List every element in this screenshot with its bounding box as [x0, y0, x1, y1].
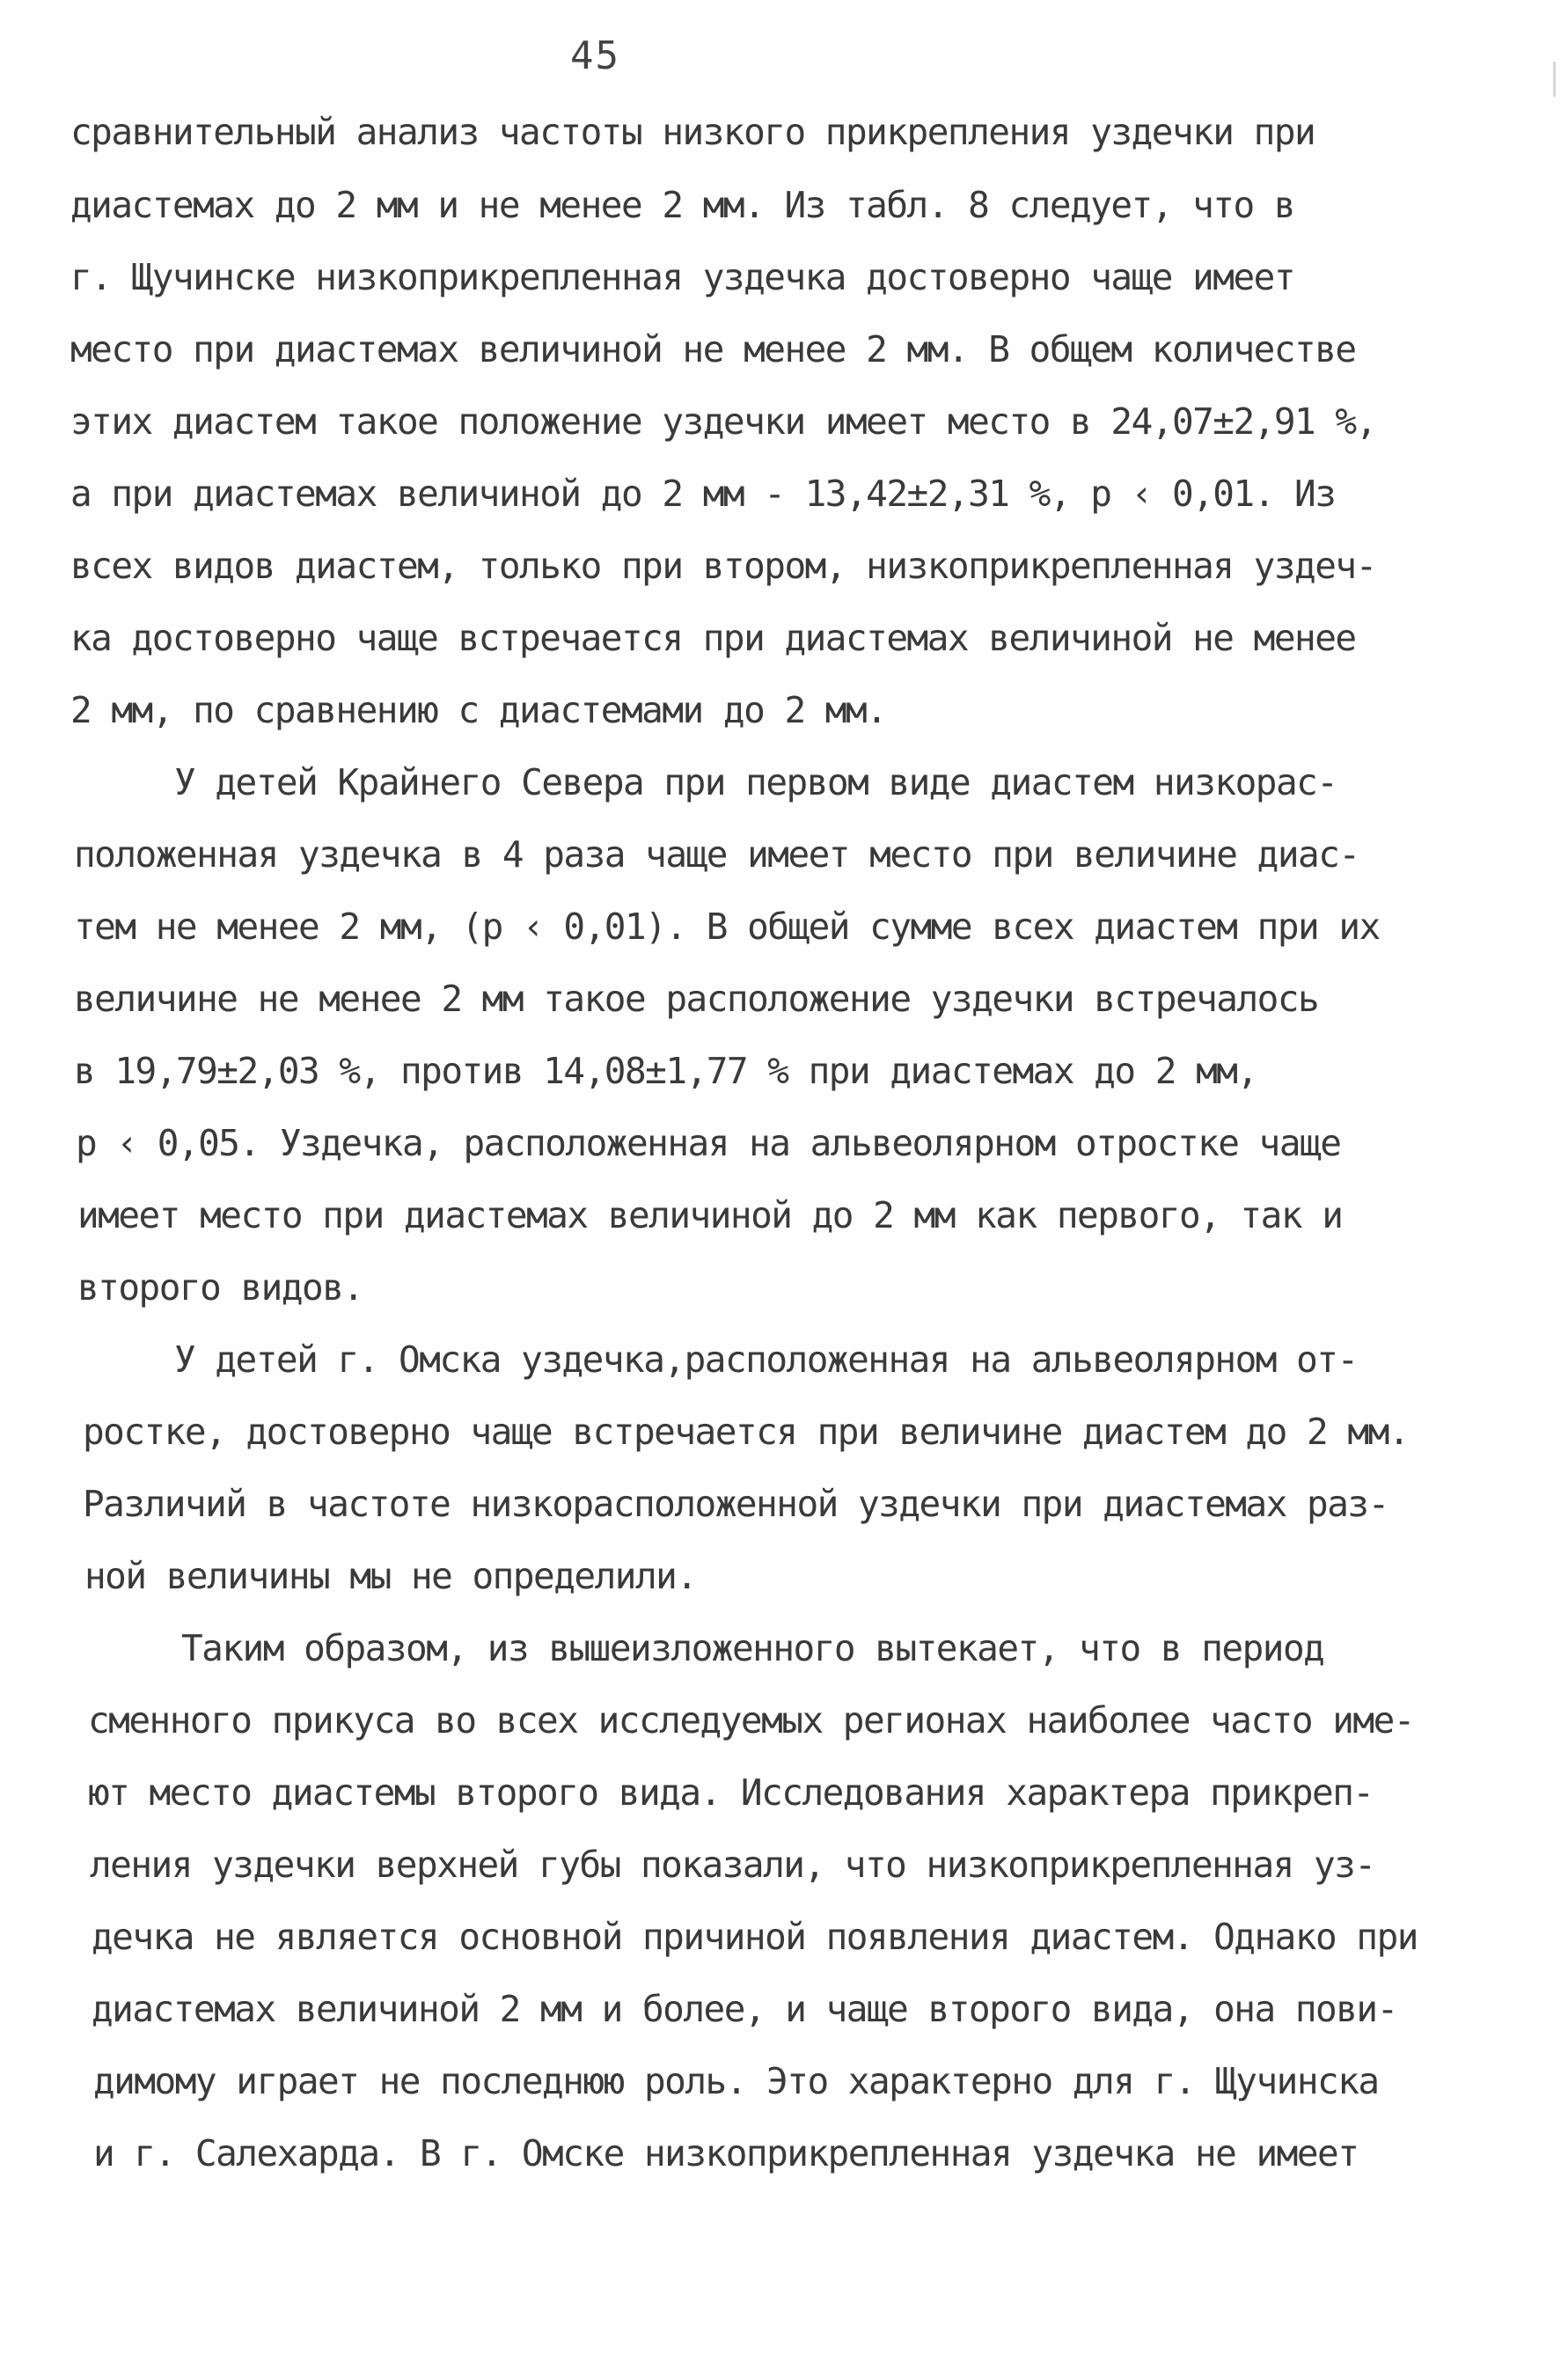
text-line: димому играет не последнюю роль. Это характерно для г. Щучинска: [93, 2060, 1379, 2102]
text-line: имеет место при диастемах величиной до 2 мм как первого, так и: [77, 1194, 1343, 1236]
text-line: ной величины мы не определили.: [84, 1555, 697, 1597]
text-line: 2 мм, по сравнению с диастемами до 2 мм.: [70, 689, 887, 731]
text-line: ростке, достоверно чаще встречается при величине диастем до 2 мм.: [83, 1411, 1409, 1453]
text-line: диастемах величиной 2 мм и более, и чаще второго вида, она пови-: [92, 1988, 1397, 2030]
text-line: диастемах до 2 мм и не менее 2 мм. Из табл. 8 следует, что в: [70, 184, 1295, 226]
text-line: а при диастемах величиной до 2 мм - 13,42±2,31 %, р ‹ 0,01. Из: [70, 473, 1336, 515]
text-line: г. Щучинске низкоприкрепленная уздечка достоверно чаще имеет: [70, 256, 1295, 298]
text-line: сравнительный анализ частоты низкого прикрепления уздечки при: [70, 111, 1315, 153]
text-line: положенная уздечка в 4 раза чаще имеет место при величине диас-: [74, 833, 1359, 876]
text-line: в 19,79±2,03 %, против 14,08±1,77 % при диастемах до 2 мм,: [74, 1050, 1257, 1092]
text-line: Таким образом, из вышеизложенного вытекает, что в период: [181, 1627, 1324, 1669]
text-line: ют место диастемы второго вида. Исследования характера прикреп-: [88, 1771, 1374, 1814]
text-line: ления уздечки верхней губы показали, что низкоприкрепленная уз-: [90, 1844, 1375, 1886]
text-line: Различий в частоте низкорасположенной уздечки при диастемах раз-: [83, 1483, 1388, 1525]
text-line: место при диастемах величиной не менее 2 мм. В общем количестве: [70, 328, 1356, 370]
text-line: дечка не является основной причиной появления диастем. Однако при: [92, 1916, 1418, 1958]
text-line: тем не менее 2 мм, (р ‹ 0,01). В общей сумме всех диастем при их: [74, 906, 1380, 948]
text-line: р ‹ 0,05. Уздечка, расположенная на альвеолярном отростке чаще: [76, 1122, 1341, 1164]
text-line: всех видов диастем, только при втором, низкоприкрепленная уздеч-: [70, 545, 1376, 587]
text-line: второго видов.: [77, 1266, 363, 1309]
text-line: У детей г. Омска уздечка,расположенная на альвеолярном от-: [174, 1338, 1358, 1381]
text-line: сменного прикуса во всех исследуемых регионах наиболее часто име-: [88, 1699, 1414, 1742]
text-line: величине не менее 2 мм такое расположение уздечки встречалось: [74, 978, 1319, 1020]
text-line: ка достоверно чаще встречается при диастемах величиной не менее: [70, 617, 1356, 659]
text-line: этих диастем такое положение уздечки имеет место в 24,07±2,91 %,: [70, 400, 1376, 443]
text-line: У детей Крайнего Севера при первом виде диастем низкорас-: [174, 761, 1337, 803]
text-line: и г. Салехарда. В г. Омске низкоприкрепленная уздечка не имеет: [93, 2132, 1359, 2174]
page-number: 45: [570, 33, 620, 78]
scan-edge-mark: [1553, 62, 1556, 97]
